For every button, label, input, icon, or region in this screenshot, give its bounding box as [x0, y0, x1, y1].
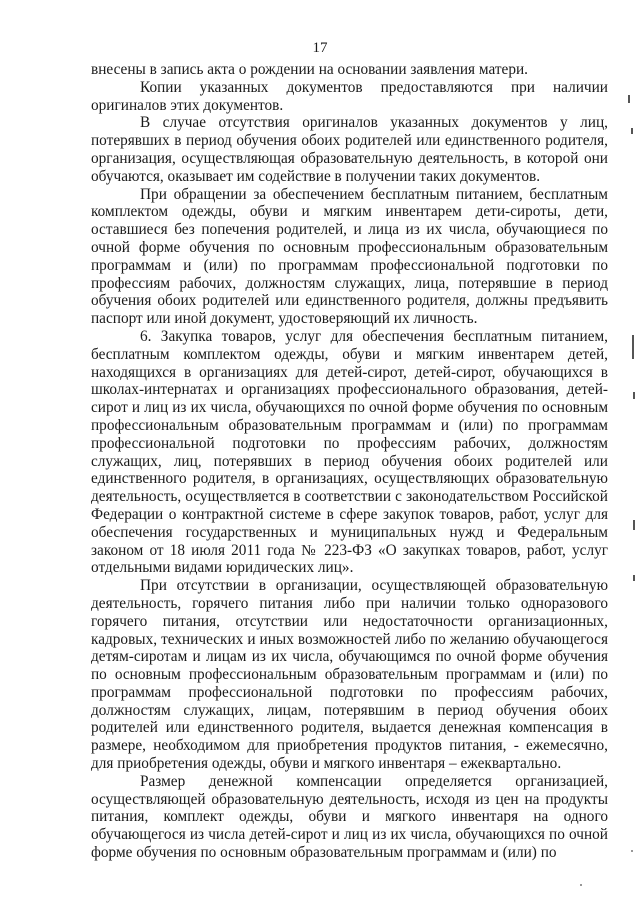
- scan-speck: [580, 884, 582, 886]
- paragraph-6: При отсутствии в организации, осуществляющей образовательную деятельность, горячего питания либо при наличии только одноразового горячего питания, отсутствии или недостаточности организационных, кадровых, технических и иных возможностей либо по желанию обучающегося детям-сиротам и лицам из их числа, обучающимся по очной форме обучения по основным профессиональным образовательным программам и (или) по программам профессиональной подготовки по профессиям рабочих, должностям служащих, лицам, потерявшим в период обучения обоих родителей или единственного родителя, выдается денежная компенсация в размере, необходимом для приобретения продуктов питания, - ежемесячно, для приобретения одежды, обуви и мягкого инвентаря – ежеквартально.: [91, 577, 608, 773]
- page-number: 17: [312, 40, 328, 56]
- paragraph-4: При обращении за обеспечением бесплатным питанием, бесплатным комплектом одежды, обуви и мягким инвентарем дети-сироты, дети, оставшиеся без попечения родителей, и лица из их числа, обучающиеся по очной форме обучения по основным профессиональным образовательным программам и (или) по программам профессиональной подготовки по профессиям рабочих, должностям служащих, лица, потерявшие в период обучения обоих родителей или единственного родителя, должны предъявить паспорт или иной документ, удостоверяющий их личность.: [91, 185, 608, 328]
- paragraph-7: Размер денежной компенсации определяется организацией, осуществляющей образовательную деятельность, исходя из цен на продукты питания, комплект одежды, обуви и мягкого инвентаря на одного обучающегося из числа детей-сирот и лиц из их числа, обучающихся по очной форме обучения по основным образовательным программам и (или) по: [91, 772, 608, 862]
- scan-mark: [628, 95, 630, 103]
- scan-speck: [631, 850, 633, 852]
- scan-mark: [633, 520, 635, 530]
- scan-mark: [633, 392, 635, 399]
- scan-mark: [631, 128, 633, 134]
- paragraph-3: В случае отсутствия оригиналов указанных документов у лиц, потерявших в период обучения обоих родителей или единственного родителя, организация, осуществляющая образовательную деятельность, в которой они обучаются, оказывает им содействие в получении таких документов.: [91, 114, 608, 185]
- paragraph-5: 6. Закупка товаров, услуг для обеспечения бесплатным питанием, бесплатным комплектом одежды, обуви и мягким инвентарем детей, находящихся в организациях для детей-сирот, детей-сирот, обучающихся в школах-интернатах и организациях профессионального образования, детей-сирот и лиц из их числа, обучающихся по очной форме обучения по основным профессиональным образовательным программам и (или) по программам профессиональной подготовки по профессиям рабочих, должностям служащих, лиц, потерявших в период обучения обоих родителей или единственного родителя, в организациях, осуществляющих образовательную деятельность, осуществляется в соответствии с законодательством Российской Федерации о контрактной системе в сфере закупок товаров, работ, услуг для обеспечения государственных и муниципальных нужд и Федеральным законом от 18 июля 2011 года № 223-ФЗ «О закупках товаров, работ, услуг отдельными видами юридических лиц».: [91, 327, 608, 577]
- paragraph-2: Копии указанных документов предоставляются при наличии оригиналов этих документов.: [91, 78, 608, 114]
- scan-mark: [632, 335, 634, 359]
- scan-mark: [633, 575, 635, 581]
- document-body: [91, 61, 608, 862]
- paragraph-1: внесены в запись акта о рождении на основании заявления матери.: [91, 61, 528, 78]
